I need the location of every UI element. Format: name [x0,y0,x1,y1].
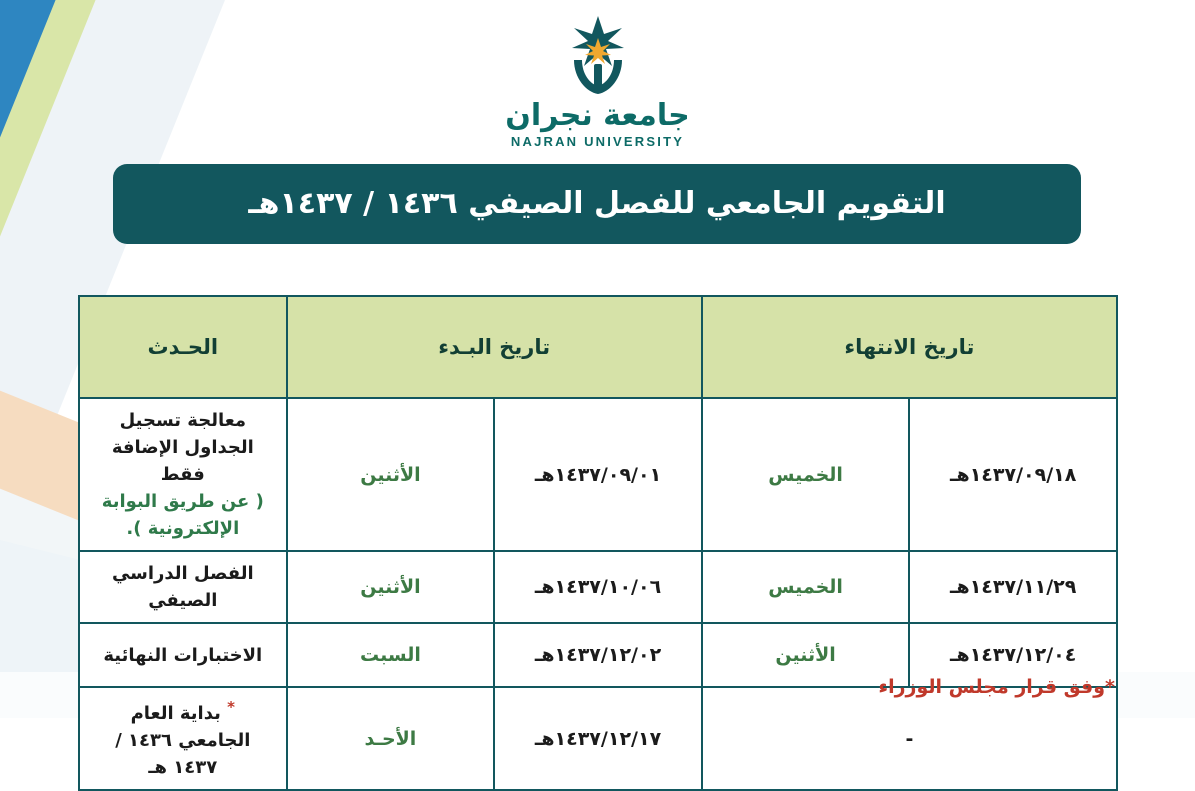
end-date-value: ١٤٣٧/١١/٢٩هـ [909,551,1117,623]
column-header-end-date: تاريخ الانتهاء [702,296,1117,398]
footnote-text: *وفق قرار مجلس الوزراء [878,676,1115,698]
table-row [79,687,1117,790]
end-date-value: ١٤٣٧/١٢/٠٤هـ [909,623,1117,687]
event-cell [79,551,287,623]
end-date-value: - [702,687,1117,790]
event-main-text: معالجة تسجيل الجداول الإضافة فقط [111,410,254,485]
logo-arabic-name: جامعة نجران [505,98,690,133]
column-header-start-date: تاريخ البـدء [287,296,702,398]
table-header-row [79,296,1117,398]
academic-calendar-table [78,295,1118,791]
table-body [79,398,1117,790]
start-date-value: ١٤٣٧/١٢/٠٢هـ [494,623,702,687]
najran-university-logo-icon [538,14,658,98]
event-main-text: بداية العام الجامعي ١٤٣٦ / ١٤٣٧ هـ [115,703,251,778]
start-day-value: الأثنين [287,551,495,623]
start-date-value: ١٤٣٧/٠٩/٠١هـ [494,398,702,551]
end-day-value: الخميس [702,551,910,623]
page-title-bar [113,164,1081,244]
table-row [79,551,1117,623]
column-header-event: الحـدث [79,296,287,398]
end-date-value: ١٤٣٧/٠٩/١٨هـ [909,398,1117,551]
logo-latin-name: NAJRAN UNIVERSITY [510,133,685,149]
event-main-text: الاختبارات النهائية [103,644,263,666]
footnote-marker: * [227,698,236,716]
university-logo [0,14,1195,149]
event-cell [79,398,287,551]
start-day-value: الأحـد [287,687,495,790]
start-date-value: ١٤٣٧/١٠/٠٦هـ [494,551,702,623]
start-day-value: السبت [287,623,495,687]
start-date-value: ١٤٣٧/١٢/١٧هـ [494,687,702,790]
event-main-text: الفصل الدراسي الصيفي [111,563,254,611]
end-day-value: الأثنين [702,623,910,687]
event-cell [79,687,287,790]
end-day-value: الخميس [702,398,910,551]
start-day-value: الأثنين [287,398,495,551]
table-header [79,296,1117,398]
page-title: التقويم الجامعي للفصل الصيفي ١٤٣٦ / ١٤٣٧هـ [248,186,946,222]
table-row [79,398,1117,551]
event-cell [79,623,287,687]
event-sub-text: ( عن طريق البوابة الإلكترونية ). [101,491,264,539]
